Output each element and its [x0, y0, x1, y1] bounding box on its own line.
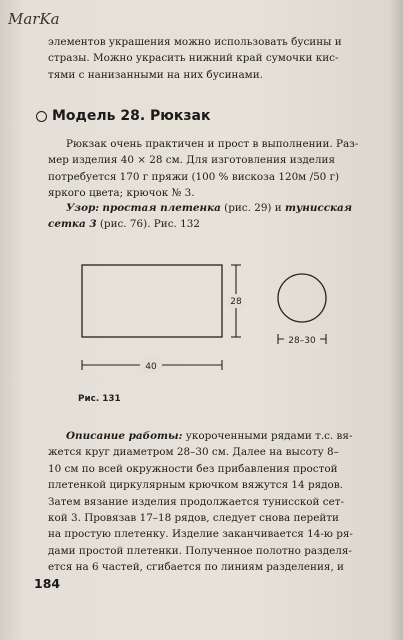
circle-bullet-icon: [36, 111, 47, 122]
watermark: MarKa: [8, 10, 60, 28]
work-line: плетенкой циркулярным крючком вяжутся 14 рядов.: [48, 479, 343, 492]
work-line: [48, 428, 384, 444]
pattern-rest: (рис. 76). Рис. 132: [99, 218, 200, 231]
pattern-term-simple-braid: простая плетенка: [102, 202, 221, 214]
pattern-line: [48, 216, 384, 232]
height-label: 28: [230, 297, 242, 307]
work-line: 10 см по всей окружности без прибавления простой: [48, 462, 338, 475]
intro-line: элементов украшения можно использовать бусины и: [48, 36, 342, 48]
work-first-rest: укороченными рядами т.с. вя-: [185, 430, 353, 442]
intro-paragraph: [48, 34, 384, 83]
section-heading-text: Модель 28. Рюкзак: [52, 108, 211, 124]
intro-line: тями с нанизанными на них бусинами.: [48, 68, 263, 81]
pattern-term-tunisian: тунисская: [285, 202, 353, 214]
work-line: Затем вязание изделия продолжается тунисской сет-: [48, 495, 345, 508]
description-line: мер изделия 40 × 28 см. Для изготовления изделия: [48, 154, 336, 167]
bottom-circle: [278, 274, 326, 322]
description-paragraph: [48, 136, 384, 202]
work-description-paragraph: [48, 428, 384, 576]
circle-label: 28–30: [288, 336, 316, 346]
pattern-line: [48, 200, 384, 216]
page-number: 184: [34, 576, 61, 591]
diagram-svg: [70, 252, 360, 382]
page-spine-shadow: [389, 0, 403, 640]
pattern-label: Узор:: [66, 202, 100, 214]
work-line: жется круг диаметром 28–30 см. Далее на высоту 8–: [48, 446, 339, 459]
work-label: Описание работы:: [66, 430, 183, 442]
section-heading: [36, 108, 210, 124]
description-line: яркого цвета; крючок № 3.: [48, 187, 195, 200]
work-line: на простую плетенку. Изделие заканчивается 14-ю ря-: [48, 528, 353, 541]
figure-caption: Рис. 131: [78, 394, 121, 404]
pattern-term-tunisian-net: сетка 3: [48, 218, 97, 231]
work-line: ется на 6 частей, сгибается по линиям разделения, и: [48, 561, 344, 574]
work-line: дами простой плетенки. Полученное полотно разделя-: [48, 544, 352, 557]
pattern-mid: (рис. 29) и: [224, 202, 282, 214]
pattern-diagram: [70, 252, 360, 382]
work-line: кой 3. Провязав 17–18 рядов, следует снова перейти: [48, 512, 339, 525]
backpack-rectangle: [82, 265, 222, 337]
description-line: потребуется 170 г пряжи (100 % вискоза 120м /50 г): [48, 170, 340, 183]
description-line: Рюкзак очень практичен и прост в выполнении. Раз-: [66, 138, 359, 150]
intro-line: стразы. Можно украсить нижний край сумочки кис-: [48, 52, 339, 65]
pattern-paragraph: [48, 200, 384, 233]
width-label: 40: [145, 362, 157, 372]
